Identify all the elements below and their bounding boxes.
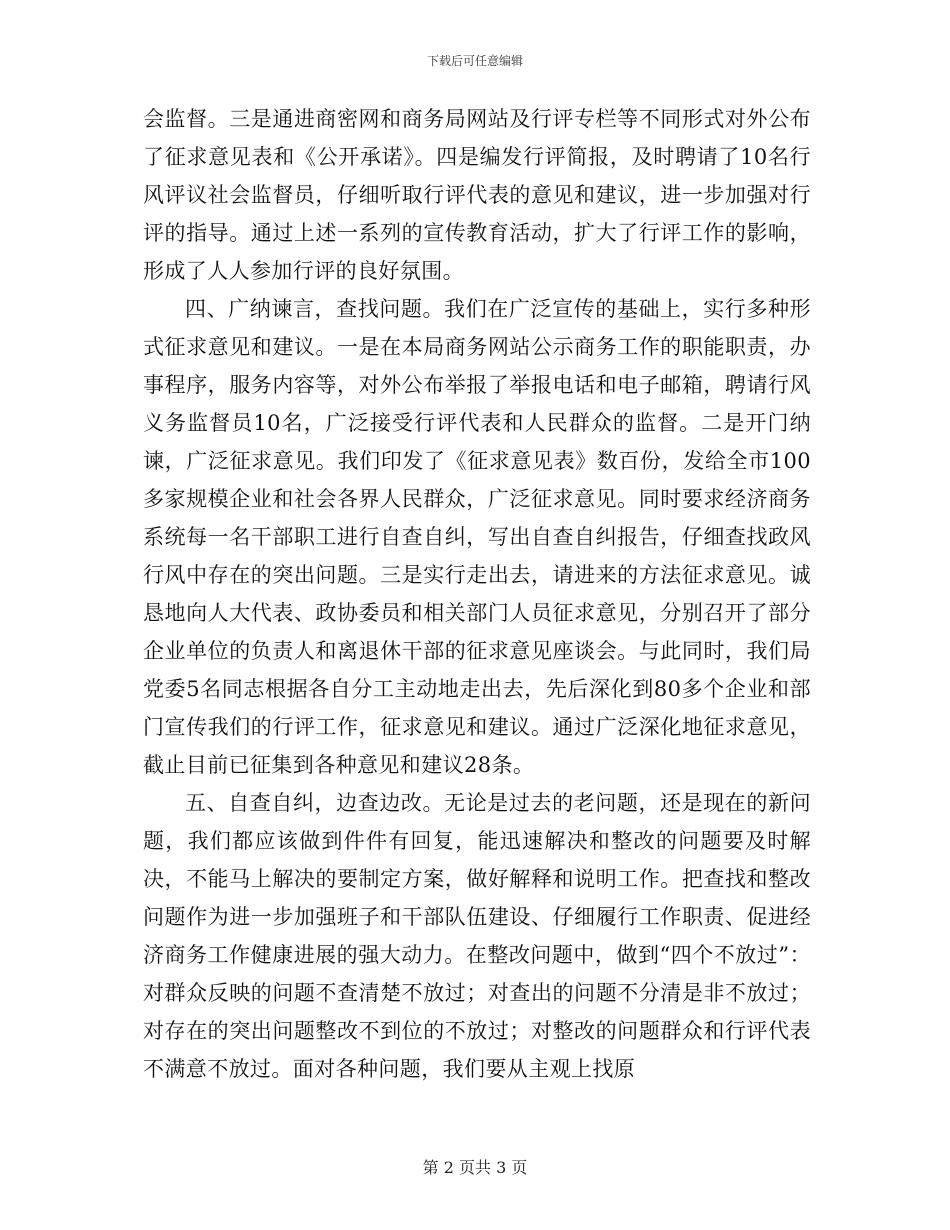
document-body: [143, 100, 811, 1088]
page-number: 第 2 页共 3 页: [422, 1158, 528, 1177]
page-header-note: 下载后可任意编辑: [426, 54, 523, 68]
paragraph-section-four: 四、广纳谏言，查找问题。我们在广泛宣传的基础上，实行多种形式征求意见和建议。一是在本局商务网站公示商务工作的职能职责，办事程序，服务内容等，对外公布举报了举报电话和电子邮箱，聘请行风义务监督员10名，广泛接受行评代表和人民群众的监督。二是开门纳谏，广泛征求意见。我们印发了《征求意见表》数百份，发给全市100多家规模企业和社会各界人民群众，广泛征求意见。同时要求经济商务系统每一名干部职工进行自查自纠，写出自查自纠报告，仔细查找政风行风中存在的突出问题。三是实行走出去，请进来的方法征求意见。诚恳地向人大代表、政协委员和相关部门人员征求意见，分别召开了部分企业单位的负责人和离退休干部的征求意见座谈会。与此同时，我们局党委5名同志根据各自分工主动地走出去，先后深化到80多个企业和部门宣传我们的行评工作，征求意见和建议。通过广泛深化地征求意见，截止目前已征集到各种意见和建议28条。: [143, 297, 811, 777]
paragraph-section-five: 五、自查自纠，边查边改。无论是过去的老问题，还是现在的新问题，我们都应该做到件件有回复，能迅速解决和整改的问题要及时解决，不能马上解决的要制定方案，做好解释和说明工作。把查找和整改问题作为进一步加强班子和干部队伍建设、仔细履行工作职责、促进经济商务工作健康进展的强大动力。在整改问题中，做到“四个不放过”：对群众反映的问题不查清楚不放过；对查出的问题不分清是非不放过；对存在的突出问题整改不到位的不放过；对整改的问题群众和行评代表不满意不放过。面对各种问题，我们要从主观上找原: [143, 791, 811, 1081]
paragraph-continuation: 会监督。三是通进商密网和商务局网站及行评专栏等不同形式对外公布了征求意见表和《公开承诺》。四是编发行评简报，及时聘请了10名行风评议社会监督员，仔细听取行评代表的意见和建议，进一步加强对行评的指导。通过上述一系列的宣传教育活动，扩大了行评工作的影响，形成了人人参加行评的良好氛围。: [143, 107, 811, 283]
